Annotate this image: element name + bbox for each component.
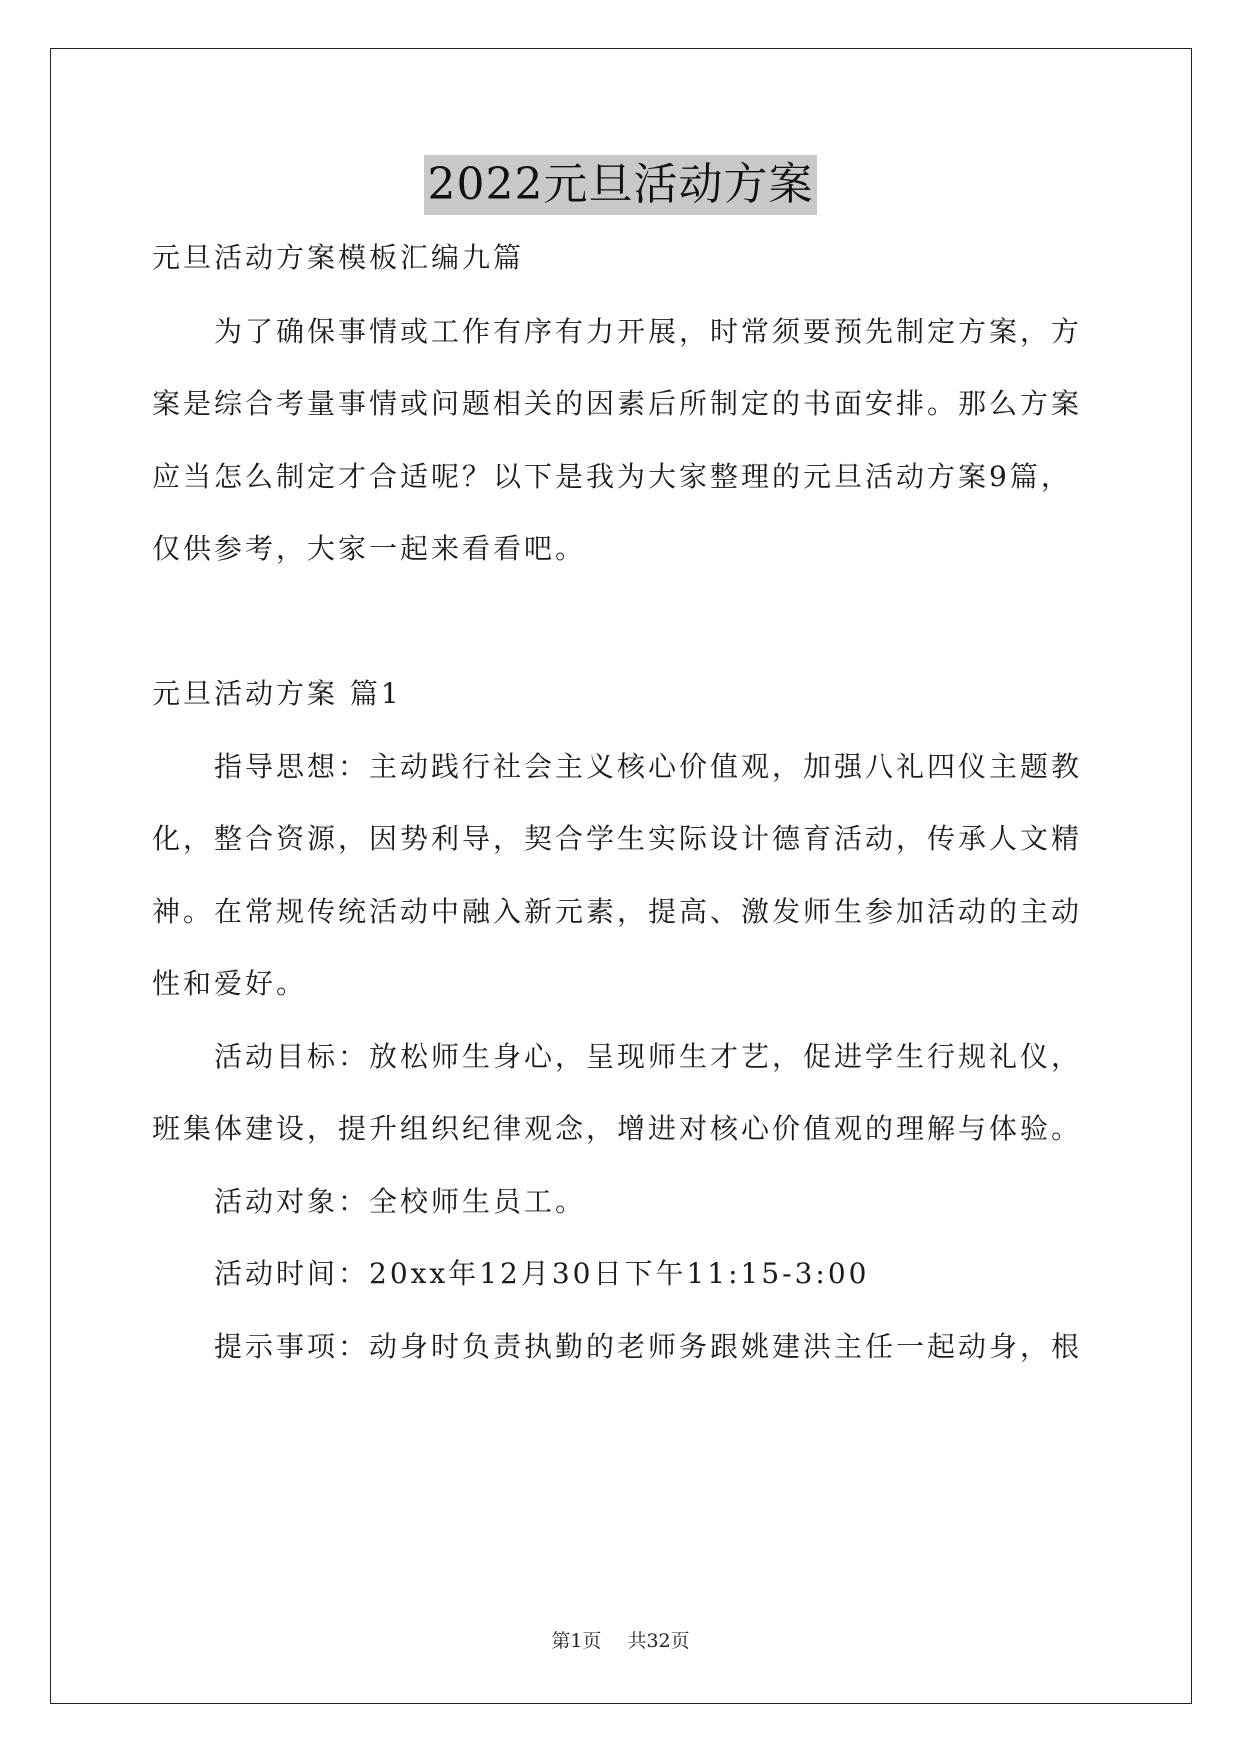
page-total: 共32页: [627, 1630, 690, 1652]
intro-line-4: 仅供参考，大家一起来看看吧。: [152, 532, 587, 565]
guiding-line-2: 化，整合资源，因势利导，契合学生实际设计德育活动，传承人文精: [152, 822, 1083, 855]
section-heading: 元旦活动方案 篇1: [152, 677, 402, 710]
goal-line-1: 活动目标：放松师生身心，呈现师生才艺，促进学生行规礼仪，: [214, 1040, 1083, 1073]
intro-line-1: 为了确保事情或工作有序有力开展，时常须要预先制定方案，方: [214, 315, 1083, 348]
intro-line-3: 应当怎么制定才合适呢？以下是我为大家整理的元旦活动方案9篇，: [152, 460, 1072, 493]
document-subtitle: 元旦活动方案模板汇编九篇: [152, 241, 525, 274]
title-wrapper: [0, 155, 1241, 215]
notice-line: 提示事项：动身时负责执勤的老师务跟姚建洪主任一起动身，根: [214, 1330, 1083, 1363]
guiding-line-3: 神。在常规传统活动中融入新元素，提高、激发师生参加活动的主动: [152, 895, 1083, 928]
document-title: 2022元旦活动方案: [424, 155, 818, 215]
intro-line-2: 案是综合考量事情或问题相关的因素后所制定的书面安排。那么方案: [152, 387, 1083, 420]
target-line: 活动对象：全校师生员工。: [214, 1185, 587, 1218]
page-number: 第1页: [551, 1630, 602, 1652]
time-line: 活动时间：20xx年12月30日下午11:15-3:00: [214, 1257, 870, 1290]
goal-line-2: 班集体建设，提升组织纪律观念，增进对核心价值观的理解与体验。: [152, 1112, 1083, 1145]
page-border: [50, 48, 1192, 1704]
guiding-line-4: 性和爱好。: [152, 967, 308, 1000]
page-footer: [0, 1626, 1241, 1653]
guiding-line-1: 指导思想：主动践行社会主义核心价值观，加强八礼四仪主题教: [214, 750, 1083, 783]
